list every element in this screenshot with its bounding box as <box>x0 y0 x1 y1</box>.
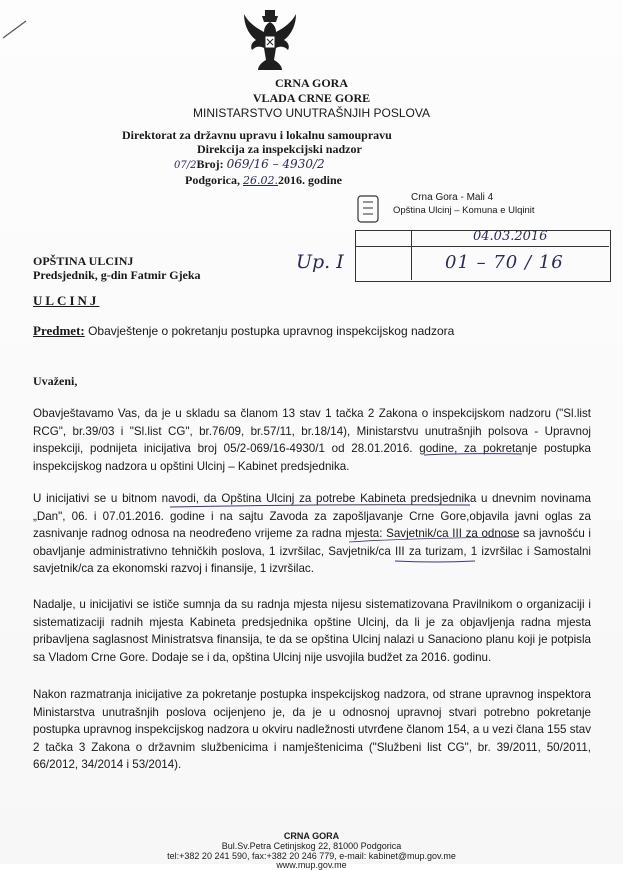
greeting: Uvaženi, <box>33 374 78 388</box>
recipient-city: ULCINJ <box>33 293 100 308</box>
paragraph-initiative-claims: U inicijativi se u bitnom navodi, da Opština Ulcinj za potrebe Kabineta predsjednika u dnevnim novinama „Dan", 06. i 07.01.2016. godine i na sajtu Zavoda za zapošljavanje Crne Gore,objavila javni oglas za zasnivanje radnog odnosa na neodređeno vrijeme za radna mjesta: Savjetnik/ca III za odnose sa javnošću i obavljanje administrativno tehničkih poslova, 1 izvršilac, Savjetnik/ca III za turizam, 1 izvršilac i Samostalni savjetnik/ca za ekonomski razvoj i finansije, 1 izvršilac. <box>33 492 591 576</box>
date-place: Podgorica, <box>185 173 240 187</box>
reference-number-handwritten: 069/16 – 4930/2 <box>226 157 325 171</box>
paragraph-decision: Nakon razmatranja inicijative za pokretanje postupka inspekcijskog nadzora, od strane upravnog inspektora Ministarstva unutrašnjih poslova ocijenjeno je, da je u odnosnoj upravnoj stvari potrebno pokretanje postupka upravnog inspekcijskog nadzora u okviru nadležnosti utvrđene članom 154, a u vezi člana 155 stav 2 tačka 3 Zakona o državnim službenicima i namještenicima ("Službeni list CG", br. 39/2011, 50/2011, 66/2012, 34/2014 i 53/2014). <box>33 688 591 772</box>
recipient-name: OPŠTINA ULCINJ <box>33 254 134 268</box>
stamp-side-note-handwritten: Up. I <box>296 251 344 273</box>
paragraph-notification: Obavještavamo Vas, da je u skladu sa članom 13 stav 1 tačka 2 Zakona o inspekcijskom nadzoru ("Sl.list RCG", br.39/03 i "Sl.list CG", br.76/09, br.57/11, br.18/14), Ministarstvu unutrašnjih polsova - Upravnoj inspekciji, podnijeta inicijativa broj 05/2-069/16-4930/1 od 28.01.2016. godine, za pokretanje postupka inspekcijskog nadzora u opštini Ulcinj – Kabinet predsjednika. <box>33 407 591 473</box>
subject-label: Predmet: <box>33 323 85 338</box>
reference-prefix-handwritten: 07/2 <box>174 160 197 171</box>
footer-website: www.mup.gov.me <box>276 860 347 870</box>
paragraph-suspicion: Nadalje, u inicijativi se ističe sumnja da su radnja mjesta nijesu sistematizovana Pravilnikom o organizaciji i sistematizaciji radnih mjesta Kabineta predsjednika opštine Ulcinj, da li je za objavljenja radna mjesta pribavljena saglasnost Ministratsva finansija, te da se opština Ulcinj nalazi u Sanaciono planu koji je potpisla sa Vladom Crne Gore. Dodaje se i da, opština Ulcinj nije usvojila budžet za 2016. godinu. <box>33 598 591 664</box>
stamp-line-1: Crna Gora - Mali 4 <box>411 192 494 203</box>
header-country: CRNA GORA <box>274 76 348 90</box>
header-government: VLADA CRNE GORE <box>252 91 371 105</box>
reference-label: Broj: <box>196 157 224 171</box>
footer-contact: tel:+382 20 241 590, fax:+382 20 246 779, e-mail: kabinet@mup.gov.me <box>167 851 456 861</box>
date-suffix: 2016. godine <box>278 173 343 187</box>
header-inspection: Direkcija za inspekcijski nadzor <box>197 142 362 156</box>
recipient-president: Predsjednik, g-din Fatmir Gjeka <box>33 268 201 282</box>
subject-text: Obavještenje o pokretanju postupka upravnog inspekcijskog nadzora <box>88 324 455 338</box>
footer-address: Bul.Sv.Petra Cetinjskog 22, 81000 Podgorica <box>221 841 402 851</box>
header-ministry: MINISTARSTVO UNUTRAŠNJIH POSLOVA <box>193 106 430 120</box>
stamp-date-handwritten: 04.03.2016 <box>473 229 548 244</box>
stamp-number-handwritten: 01 – 70 / 16 <box>445 252 564 273</box>
stamp-line-2: Opština Ulcinj – Komuna e Ulqinit <box>393 205 535 216</box>
header-directorate: Direktorat za državnu upravu i lokalnu samoupravu <box>122 128 392 142</box>
footer-country: CRNA GORA <box>283 831 340 841</box>
date-handwritten: 26.02. <box>243 174 278 187</box>
